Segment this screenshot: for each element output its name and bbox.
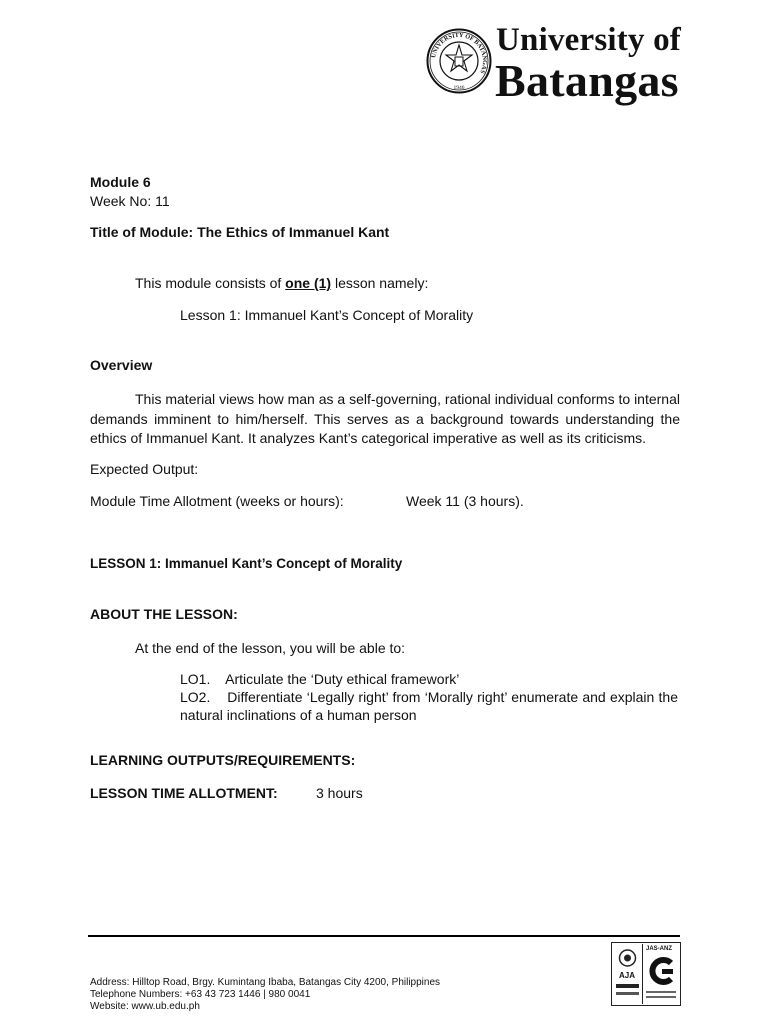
footer-website: Website: www.ub.edu.ph xyxy=(90,1001,200,1012)
overview-text: This material views how man as a self-governing, rational individual conforms to internal demands imminent to him/herself. This serves as a background towards understanding the ethics of Immanuel Kant. It analyzes Kant’s categorical imperative as well as its criticisms. xyxy=(90,391,680,446)
footer-divider xyxy=(88,935,680,937)
lesson-time-heading: LESSON TIME ALLOTMENT: xyxy=(90,785,278,801)
lesson-heading: LESSON 1: Immanuel Kant’s Concept of Morality xyxy=(90,556,403,571)
module-time-value: Week 11 (3 hours). xyxy=(406,493,524,509)
footer-address: Address: Hilltop Road, Brgy. Kumintang Ibaba, Batangas City 4200, Philippines xyxy=(90,977,441,988)
learning-objective-2: LO2. Differentiate ‘Legally right’ from ‘Morally right’ enumerate and explain the natural inclinations of a human person xyxy=(180,689,682,723)
expected-output-label: Expected Output: xyxy=(90,461,199,477)
consists-pre: This module consists of xyxy=(135,275,286,291)
lesson-intro: At the end of the lesson, you will be able to: xyxy=(135,640,406,656)
university-name-line2: Batangas xyxy=(495,55,679,106)
learning-outputs-heading: LEARNING OUTPUTS/REQUIREMENTS: xyxy=(90,752,356,768)
footer-telephone: Telephone Numbers: +63 43 723 1446 | 980 0041 xyxy=(90,989,311,1000)
learning-objective-1: LO1. Articulate the ‘Duty ethical framework’ xyxy=(180,671,460,687)
week-number: Week No: 11 xyxy=(90,193,170,209)
certification-badge xyxy=(611,942,681,1006)
module-heading: Module 6 xyxy=(90,174,151,190)
university-seal-icon xyxy=(426,28,492,94)
jas-anz-text: JAS-ANZ xyxy=(646,946,673,952)
module-consists-line xyxy=(135,275,428,291)
module-title: Title of Module: The Ethics of Immanuel Kant xyxy=(90,224,390,240)
aja-logo-icon xyxy=(613,944,643,1004)
lesson-line: Lesson 1: Immanuel Kant’s Concept of Morality xyxy=(180,307,474,323)
lesson-time-value: 3 hours xyxy=(316,785,363,801)
consists-bold: one (1) xyxy=(285,275,332,291)
module-time-label: Module Time Allotment (weeks or hours): xyxy=(90,493,344,509)
jas-anz-logo-icon xyxy=(643,944,679,1004)
seal-year: 1946 xyxy=(453,85,465,91)
aja-text: AJA xyxy=(619,971,636,980)
university-name-line1: University of xyxy=(496,22,681,58)
seal-ring-text: UNIVERSITY OF BATANGAS xyxy=(430,31,489,75)
about-lesson-heading: ABOUT THE LESSON: xyxy=(90,606,238,622)
consists-post: lesson namely: xyxy=(331,275,429,291)
overview-paragraph xyxy=(90,390,680,449)
overview-heading: Overview xyxy=(90,357,153,373)
